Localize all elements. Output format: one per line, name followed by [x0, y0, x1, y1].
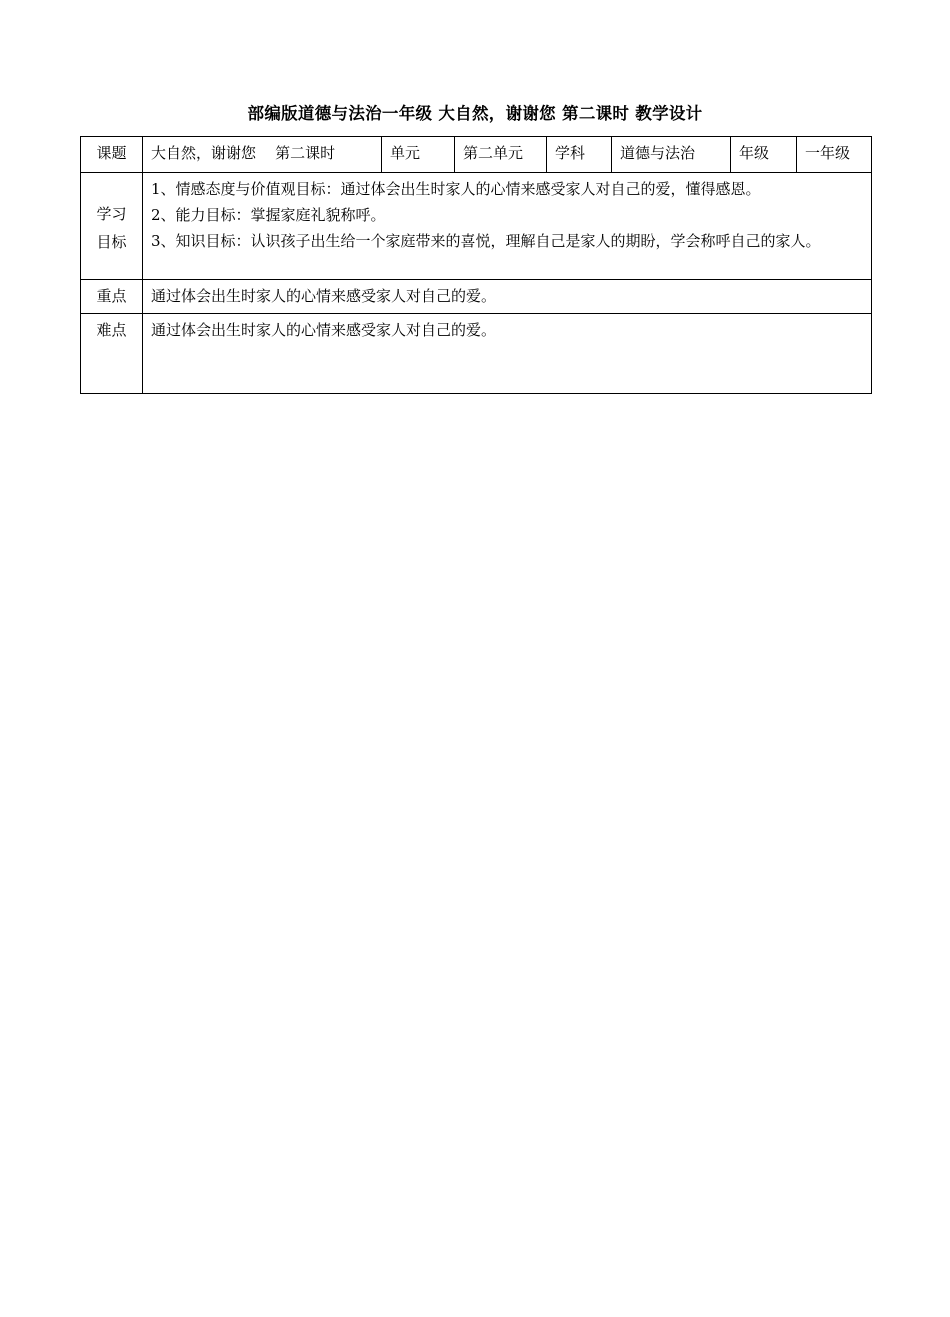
key-point-row — [81, 280, 872, 314]
header-row — [81, 137, 872, 173]
topic-label: 课题 — [81, 137, 143, 173]
goal-item-affective: 1、情感态度与价值观目标：通过体会出生时家人的心情来感受家人对自己的爱，懂得感恩。 — [151, 180, 761, 198]
difficulty-label: 难点 — [81, 314, 143, 394]
goals-label-line-2: 目标 — [96, 232, 127, 251]
difficulty-row — [81, 314, 872, 394]
subject-value: 道德与法治 — [612, 137, 731, 173]
goals-row — [81, 173, 872, 280]
key-point-label: 重点 — [81, 280, 143, 314]
goals-label-line-1: 学习 — [96, 204, 127, 223]
grade-label: 年级 — [731, 137, 797, 173]
goal-item-knowledge: 3、知识目标：认识孩子出生给一个家庭带来的喜悦，理解自己是家人的期盼，学会称呼自己的家人。 — [151, 232, 821, 250]
lesson-plan-table — [80, 136, 872, 394]
unit-label: 单元 — [382, 137, 455, 173]
subject-label: 学科 — [547, 137, 612, 173]
unit-value: 第二单元 — [455, 137, 547, 173]
topic-value: 大自然，谢谢您 第二课时 — [143, 137, 382, 173]
goals-label — [81, 173, 143, 280]
document-title: 部编版道德与法治一年级 大自然，谢谢您 第二课时 教学设计 — [247, 104, 703, 123]
difficulty-value: 通过体会出生时家人的心情来感受家人对自己的爱。 — [143, 314, 872, 394]
key-point-value: 通过体会出生时家人的心情来感受家人对自己的爱。 — [143, 280, 872, 314]
goals-content — [143, 173, 872, 280]
goal-item-ability: 2、能力目标：掌握家庭礼貌称呼。 — [151, 206, 386, 224]
grade-value: 一年级 — [797, 137, 872, 173]
